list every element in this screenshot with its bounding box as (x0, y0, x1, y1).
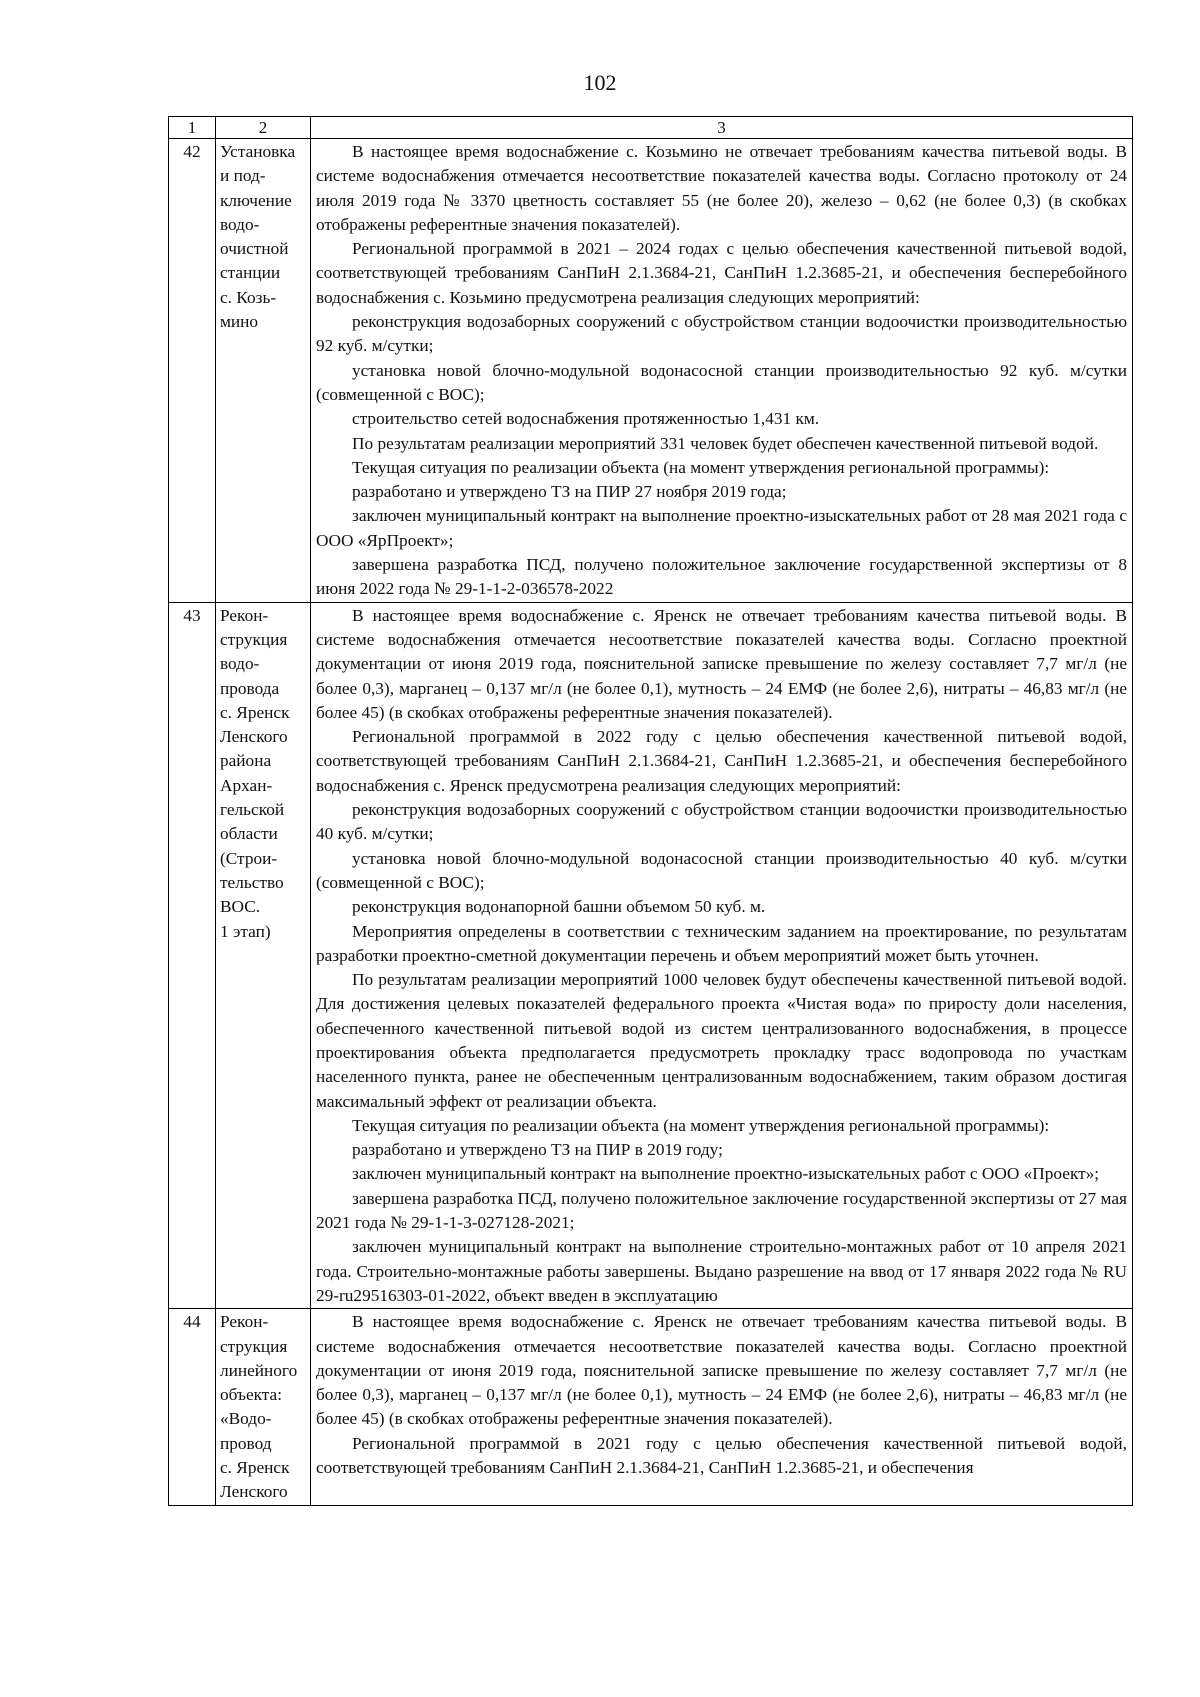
object-name-line: провод (220, 1433, 272, 1453)
object-name-line: Ленского (220, 1482, 288, 1502)
object-name-line: объекта: (220, 1385, 283, 1405)
object-name-line: с. Яренск (220, 702, 290, 722)
object-name-line: линейного (220, 1360, 298, 1380)
object-name-line: водо- (220, 654, 260, 674)
object-name-line: провода (220, 678, 280, 698)
row-number: 44 (169, 1309, 216, 1505)
description-cell (311, 139, 1133, 603)
column-header-3: 3 (311, 117, 1133, 139)
object-name-line: района (220, 751, 272, 771)
description-paragraph: В настоящее время водоснабжение с. Яренск не отвечает требованиям качества питьевой воды. В системе водоснабжения отмечается несоответствие показателей качества воды. Согласно проектной документации от июня 2019 года, пояснительной записке превышение по железу составляет 7,7 мг/л (не более 0,3), марганец – 0,137 мг/л (не более 0,1), мутность – 24 ЕМФ (не более 2,6), нитраты – 46,83 мг/л (не более 45) (в скобках отображены референтные значения показателей). (316, 605, 1127, 722)
description-cell (311, 602, 1133, 1309)
description-paragraph: установка новой блочно-модульной водонасосной станции производительностью 92 куб. м/сутки (совмещенной с ВОС); (316, 360, 1127, 404)
page-number: 102 (583, 70, 617, 95)
object-name-line: Установка (220, 142, 296, 161)
object-name-line: Рекон- (220, 605, 269, 625)
object-name-line: с. Козь- (220, 287, 277, 307)
table-row (169, 602, 1133, 1309)
description-paragraph: завершена разработка ПСД, получено положительное заключение государственной экспертизы от 8 июня 2022 года № 29-1-1-2-036578-2022 (316, 555, 1127, 599)
description-paragraph: разработано и утверждено ТЗ на ПИР в 2019 году; (352, 1140, 723, 1160)
object-name-line: ключение (220, 190, 292, 210)
object-name-line: с. Яренск (220, 1458, 290, 1478)
description-paragraph: Региональной программой в 2021 году с целью обеспечения качественной питьевой водой, соответствующей требованиям СанПиН 2.1.3684-21, СанПиН 1.2.3685-21, и обеспечения (316, 1433, 1127, 1478)
measures-table (168, 116, 1133, 1506)
object-name-line: гельской (220, 800, 285, 820)
object-name-line: Рекон- (220, 1312, 269, 1332)
description-paragraph: реконструкция водозаборных сооружений с обустройством станции водоочистки производительностью 92 куб. м/сутки; (316, 312, 1127, 356)
object-name-line: очистной (220, 239, 289, 259)
description-paragraph: заключен муниципальный контракт на выполнение проектно-изыскательных работ с ООО «Проект»; (352, 1164, 1100, 1184)
table-row (169, 139, 1133, 603)
description-paragraph: Региональной программой в 2022 году с целью обеспечения качественной питьевой водой, соответствующей требованиям СанПиН 2.1.3684-21, СанПиН 1.2.3685-21, и обеспечения бесперебойного водоснабжения с. Яренск предусмотрена реализация следующих мероприятий: (316, 727, 1127, 795)
object-name-line: Ленского (220, 727, 288, 747)
object-name-cell (216, 139, 311, 603)
description-paragraph: По результатам реализации мероприятий 331 человек будет обеспечен качественной питьевой водой. (352, 433, 1099, 453)
object-name-line: Архан- (220, 775, 273, 795)
description-paragraph: В настоящее время водоснабжение с. Яренск не отвечает требованиям качества питьевой воды. В системе водоснабжения отмечается несоответствие показателей качества воды. Согласно проектной документации от июня 2019 года, пояснительной записке превышение по железу составляет 7,7 мг/л (не более 0,3), марганец – 0,137 мг/л (не более 0,1), мутность – 24 ЕМФ (не более 2,6), нитраты – 46,83 мг/л (не более 45) (в скобках отображены референтные значения показателей). (316, 1312, 1127, 1429)
description-paragraph: По результатам реализации мероприятий 1000 человек будут обеспечены качественной питьевой водой. Для достижения целевых показателей федерального проекта «Чистая вода» по приросту доли населения, обеспеченного качественной питьевой водой из систем централизованного водоснабжения, в процессе проектирования объекта предполагается предусмотреть прокладку трасс водопровода по участкам населенного пункта, ранее не обеспеченным централизованным водоснабжением, таким образом достигая максимальный эффект от реализации объекта. (316, 970, 1127, 1111)
object-name-line: «Водо- (220, 1409, 272, 1429)
description-paragraph: Текущая ситуация по реализации объекта (на момент утверждения региональной программы): (352, 1115, 1050, 1135)
description-paragraph: установка новой блочно-модульной водонасосной станции производительностью 40 куб. м/сутки (совмещенной с ВОС); (316, 848, 1127, 892)
description-paragraph: Региональной программой в 2021 – 2024 годах с целью обеспечения качественной питьевой водой, соответствующей требованиям СанПиН 2.1.3684-21, СанПиН 1.2.3685-21, и обеспечения бесперебойного водоснабжения с. Козьмино предусмотрена реализация следующих мероприятий: (316, 239, 1127, 307)
description-paragraph: заключен муниципальный контракт на выполнение проектно-изыскательных работ от 28 мая 2021 года с ООО «ЯрПроект»; (316, 506, 1127, 550)
description-paragraph: реконструкция водозаборных сооружений с обустройством станции водоочистки производительностью 40 куб. м/сутки; (316, 800, 1127, 844)
object-name-line: ВОС. (220, 897, 261, 917)
description-paragraph: строительство сетей водоснабжения протяженностью 1,431 км. (352, 409, 820, 429)
table-row (169, 1309, 1133, 1505)
description-paragraph: реконструкция водонапорной башни объемом 50 куб. м. (352, 897, 766, 917)
object-name-cell (216, 1309, 311, 1505)
row-number: 42 (169, 139, 216, 603)
row-number: 43 (169, 602, 216, 1309)
description-paragraph: завершена разработка ПСД, получено положительное заключение государственной экспертизы от 27 мая 2021 года № 29-1-1-3-027128-2021; (316, 1188, 1127, 1233)
object-name-line: и под- (220, 166, 266, 186)
object-name-line: струкция (220, 629, 288, 649)
object-name-line: 1 этап) (220, 921, 271, 941)
object-name-line: мино (220, 312, 259, 332)
object-name-cell (216, 602, 311, 1309)
description-paragraph: разработано и утверждено ТЗ на ПИР 27 ноября 2019 года; (352, 482, 787, 502)
description-paragraph: Мероприятия определены в соответствии с техническим заданием на проектирование, по результатам разработки проектно-сметной документации перечень и объем мероприятий может быть уточнен. (316, 921, 1127, 965)
column-header-2: 2 (216, 117, 311, 139)
object-name-line: тельство (220, 872, 284, 892)
object-name-line: области (220, 824, 278, 844)
object-name-line: станции (220, 263, 281, 283)
description-paragraph: В настоящее время водоснабжение с. Козьмино не отвечает требованиям качества питьевой воды. В системе водоснабжения отмечается несоответствие показателей качества воды. Согласно протоколу от 24 июля 2019 года № 3370 цветность составляет 55 (не более 20), железо – 0,62 (не более 0,3) (в скобках отображены референтные значения показателей). (316, 142, 1127, 234)
object-name-line: водо- (220, 214, 260, 234)
description-paragraph: Текущая ситуация по реализации объекта (на момент утверждения региональной программы): (352, 457, 1050, 477)
object-name-line: струкция (220, 1336, 288, 1356)
object-name-line: (Строи- (220, 848, 278, 868)
column-header-1: 1 (169, 117, 216, 139)
table-header-row (169, 117, 1133, 139)
description-paragraph: заключен муниципальный контракт на выполнение строительно-монтажных работ от 10 апреля 2021 года. Строительно-монтажные работы завершены. Выдано разрешение на ввод от 17 января 2022 года № RU 29-ru29516303-01-2022, объект введен в эксплуатацию (316, 1237, 1127, 1305)
description-cell (311, 1309, 1133, 1505)
